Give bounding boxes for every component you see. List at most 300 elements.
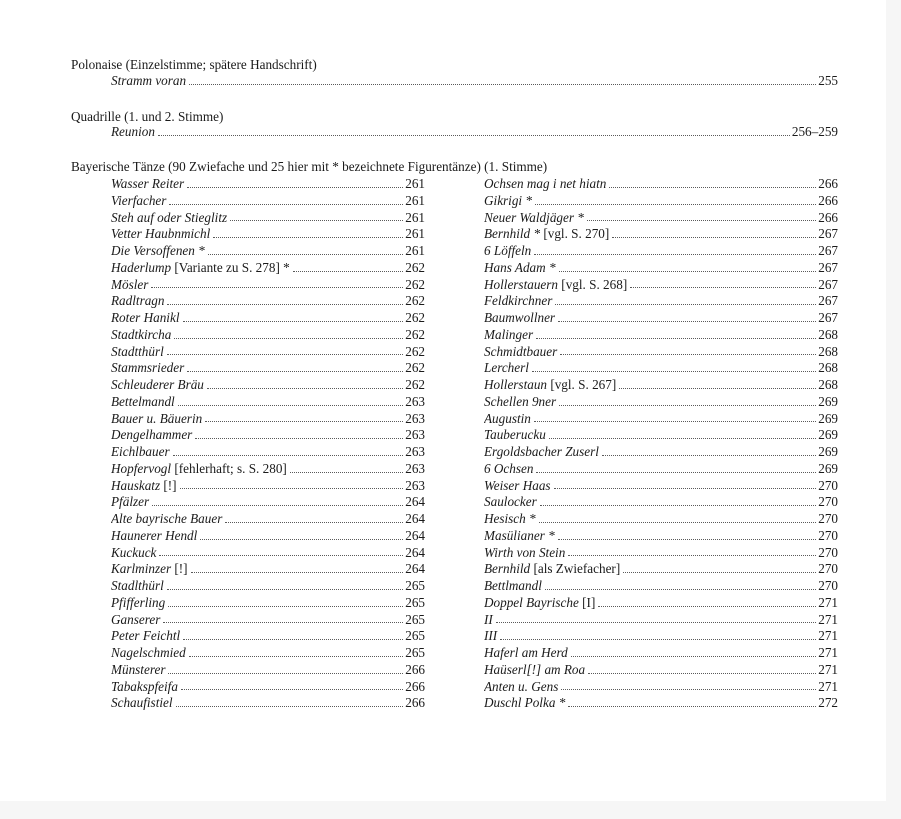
toc-entry-title-text: Ochsen mag i net hiatn <box>484 176 607 191</box>
toc-entry <box>484 360 838 377</box>
toc-entry <box>111 73 838 90</box>
toc-entry-page: 268 <box>818 326 838 342</box>
dot-leader <box>602 455 816 456</box>
dot-leader <box>539 522 817 523</box>
toc-entry-title-text: Tauberucku <box>484 427 546 443</box>
dot-leader <box>568 706 816 707</box>
toc-entry-title-text: Wirth von Stein <box>484 544 566 560</box>
toc-entry <box>111 545 425 562</box>
dot-leader <box>163 622 403 623</box>
dot-leader <box>540 505 816 506</box>
toc-entry-page: 270 <box>818 544 838 560</box>
toc-entry-page: 269 <box>818 444 838 459</box>
toc-entry-page: 262 <box>405 276 425 292</box>
toc-entry-title-text: 6 Löffeln <box>484 243 532 258</box>
toc-entry-title <box>484 695 565 712</box>
toc-entry-title <box>111 511 222 528</box>
toc-entry <box>484 662 838 679</box>
toc-entry <box>111 528 425 545</box>
toc-entry-title-text: Gikrigi * <box>484 192 532 208</box>
dot-leader <box>534 254 816 255</box>
toc-entry-title-text: Reunion <box>111 124 155 139</box>
toc-entry-page: 270 <box>818 511 838 526</box>
toc-entry-page: 270 <box>818 527 838 543</box>
toc-entry <box>484 478 838 495</box>
dot-leader <box>598 606 816 607</box>
dot-leader <box>176 706 404 707</box>
toc-entry-page: 270 <box>818 578 838 593</box>
toc-entry-page: 261 <box>405 209 425 225</box>
toc-entry-title <box>484 210 584 227</box>
toc-entry-page: 263 <box>405 427 425 443</box>
toc-entry-title-text: Peter Feichtl <box>111 628 181 644</box>
toc-entry-title <box>484 528 555 545</box>
toc-entry-page: 262 <box>405 377 425 392</box>
toc-entry-title-text: Stammsrieder <box>111 360 185 376</box>
toc-entry-page: 266 <box>818 176 838 191</box>
toc-entry-title <box>111 612 160 629</box>
toc-entry-note: [vgl. S. 270] <box>540 226 610 242</box>
toc-entry-title-text: Vetter Haubnmichl <box>111 226 211 242</box>
dot-leader <box>183 321 404 322</box>
toc-entry <box>484 427 838 444</box>
toc-entry <box>111 377 425 394</box>
dot-leader <box>536 338 816 339</box>
toc-entry-page: 267 <box>818 243 838 258</box>
dot-leader <box>290 472 403 473</box>
toc-entry-title-text: Bernhild * <box>484 226 541 242</box>
toc-entry-page: 267 <box>818 276 838 292</box>
toc-entry-title <box>484 193 532 210</box>
toc-entry <box>111 444 425 461</box>
toc-entry-title-text: Feldkirchner <box>484 293 553 309</box>
toc-entry-page: 266 <box>818 209 838 225</box>
toc-entry-title-text: Hollerstaun <box>484 377 548 392</box>
toc-entry-page: 266 <box>405 695 425 711</box>
toc-entry-title-text: Haunerer Hendl <box>111 527 198 543</box>
toc-entry-title <box>484 327 533 344</box>
toc-entry-title <box>111 478 177 495</box>
dot-leader <box>173 455 404 456</box>
toc-entry-title-text: Bettelmandl <box>111 393 175 409</box>
dot-leader <box>549 438 816 439</box>
toc-entry-page: 269 <box>818 393 838 409</box>
toc-entry-title <box>111 327 171 344</box>
toc-entry-title-text: Hesisch * <box>484 511 536 526</box>
dot-leader <box>545 589 816 590</box>
toc-entry-page: 270 <box>818 477 838 493</box>
toc-entry-title-text: Roter Hanikl <box>111 310 180 325</box>
toc-entry-note: [als Zwiefacher] <box>530 561 621 577</box>
toc-entry-title-text: Saulocker <box>484 494 537 510</box>
section-heading-polonaise: Polonaise (Einzelstimme; spätere Handschrift) <box>71 57 317 72</box>
toc-entry-page: 261 <box>405 243 425 258</box>
toc-entry <box>484 444 838 461</box>
dot-leader <box>623 572 816 573</box>
toc-entry-title-text: Radltragn <box>111 293 165 309</box>
dot-leader <box>174 338 403 339</box>
toc-entry-title <box>484 243 531 260</box>
dot-leader <box>191 572 404 573</box>
toc-entry-title-text: Lercherl <box>484 360 529 376</box>
toc-entry-title-text: Augustin <box>484 410 531 426</box>
dot-leader <box>587 220 816 221</box>
toc-entry-title-text: II <box>484 611 493 627</box>
toc-entry-page: 262 <box>405 343 425 359</box>
toc-entry-title-text: Schleuderer Bräu <box>111 377 204 392</box>
toc-entry <box>484 310 838 327</box>
dot-leader <box>167 354 403 355</box>
dot-leader <box>612 237 816 238</box>
toc-entry-title-text: Karlminzer <box>111 561 172 577</box>
toc-entry <box>111 695 425 712</box>
toc-entry-title-text: Haferl am Herd <box>484 645 568 660</box>
toc-entry-title-text: Steh auf oder Stieglitz <box>111 209 228 225</box>
toc-entry-title-text: Stadtkircha <box>111 326 172 342</box>
toc-entry <box>111 662 425 679</box>
dot-leader <box>560 354 816 355</box>
toc-entry <box>484 528 838 545</box>
toc-entry <box>111 243 425 260</box>
toc-entry-page: 265 <box>405 645 425 660</box>
toc-entry <box>484 243 838 260</box>
toc-entry <box>111 124 838 141</box>
toc-entry-title-text: Die Versoffenen * <box>111 243 205 258</box>
toc-entry-note: [I] <box>578 594 596 610</box>
dot-leader <box>536 472 816 473</box>
toc-entry-title-text: III <box>484 628 498 644</box>
toc-entry-page: 268 <box>818 377 838 392</box>
toc-entry <box>111 344 425 361</box>
dot-leader <box>293 271 403 272</box>
toc-entry-page: 266 <box>818 192 838 208</box>
toc-entry-title-text: Haderlump <box>111 259 172 275</box>
toc-entry-title <box>484 645 568 662</box>
dot-leader <box>230 220 403 221</box>
toc-entry-title-text: 6 Ochsen <box>484 460 534 476</box>
toc-entry-title-text: Duschl Polka * <box>484 695 566 711</box>
dot-leader <box>151 287 403 288</box>
toc-entry-title-text: Eichlbauer <box>111 444 170 459</box>
dot-leader <box>561 689 816 690</box>
toc-entry <box>484 545 838 562</box>
toc-entry-title <box>484 478 551 495</box>
dot-leader <box>554 488 817 489</box>
page-edge <box>886 0 901 819</box>
toc-entry <box>484 176 838 193</box>
toc-entry-title-text: Stadlthürl <box>111 578 164 593</box>
toc-entry-title-text: Weiser Haas <box>484 477 551 493</box>
toc-entry-title-text: Vierfacher <box>111 192 167 208</box>
toc-entry-title <box>111 695 173 712</box>
toc-entry-title <box>484 494 537 511</box>
toc-entry-title <box>111 628 180 645</box>
toc-entry <box>484 411 838 428</box>
dot-leader <box>167 304 403 305</box>
toc-entry-title-text: Hollerstauern <box>484 276 558 292</box>
toc-entry-title <box>484 260 556 277</box>
toc-entry-title <box>484 411 531 428</box>
toc-entry-page: 264 <box>405 494 425 510</box>
dot-leader <box>178 405 403 406</box>
toc-entry <box>484 394 838 411</box>
toc-entry <box>111 595 425 612</box>
toc-entry-page: 261 <box>405 176 425 191</box>
toc-entry-title-text: Münsterer <box>111 661 166 677</box>
dot-leader <box>532 371 816 372</box>
toc-entry-title-text: Bauer u. Bäuerin <box>111 410 203 426</box>
toc-entry-title-text: Pfälzer <box>111 494 150 510</box>
toc-entry <box>484 645 838 662</box>
toc-entry-title <box>484 293 552 310</box>
toc-entry-title-text: Wasser Reiter <box>111 176 185 191</box>
toc-entry-title <box>484 511 536 528</box>
toc-entry-title <box>111 124 155 141</box>
toc-entry-page: 271 <box>818 678 838 694</box>
toc-entry-title-text: Bernhild <box>484 561 531 577</box>
toc-entry-page: 264 <box>405 544 425 560</box>
toc-entry <box>484 679 838 696</box>
toc-entry-title <box>484 176 606 193</box>
toc-entry <box>484 511 838 528</box>
toc-entry-title <box>111 494 149 511</box>
dot-leader <box>159 555 403 556</box>
dot-leader <box>213 237 403 238</box>
toc-entry-page: 261 <box>405 226 425 242</box>
toc-entry-title <box>111 210 227 227</box>
dot-leader <box>207 388 403 389</box>
dot-leader <box>183 639 403 640</box>
toc-entry-page: 265 <box>405 578 425 593</box>
toc-entry <box>484 595 838 612</box>
toc-entry-page: 271 <box>818 661 838 677</box>
dot-leader <box>630 287 816 288</box>
toc-entry-title <box>111 344 164 361</box>
toc-entry-title-text: Haüserl[!] am Roa <box>484 661 586 677</box>
toc-entry-title-text: Schaufistiel <box>111 695 173 711</box>
dot-leader <box>158 135 790 136</box>
toc-entry-page: 261 <box>405 192 425 208</box>
toc-entry <box>111 394 425 411</box>
toc-entry <box>111 277 425 294</box>
toc-entry-title-text: Bettlmandl <box>484 578 542 593</box>
toc-entry-title <box>484 662 585 679</box>
toc-entry-page: 263 <box>405 393 425 409</box>
toc-entry-page: 263 <box>405 477 425 493</box>
toc-entry-title-text: Dengelhammer <box>111 427 193 443</box>
toc-entry <box>484 210 838 227</box>
toc-entry-title <box>111 595 165 612</box>
toc-entry-note: [vgl. S. 268] <box>558 276 628 292</box>
toc-entry <box>484 293 838 310</box>
toc-entry-title <box>484 427 546 444</box>
dot-leader <box>558 539 817 540</box>
toc-entry-title <box>484 545 565 562</box>
toc-entry-page: 255 <box>818 73 838 88</box>
dot-leader <box>200 539 403 540</box>
toc-entry-title-text: Kuckuck <box>111 544 157 560</box>
toc-entry-title <box>484 344 557 361</box>
toc-entry <box>111 260 425 277</box>
toc-entry <box>111 561 425 578</box>
toc-entry-title-text: Stramm voran <box>111 73 187 88</box>
toc-entry <box>111 176 425 193</box>
toc-entry-page: 271 <box>818 645 838 660</box>
toc-entry-title <box>111 193 166 210</box>
toc-entry-note: [Variante zu S. 278] * <box>171 259 290 275</box>
toc-entry <box>111 628 425 645</box>
toc-entry-title <box>484 360 529 377</box>
dot-leader <box>187 371 403 372</box>
dot-leader <box>558 321 816 322</box>
dot-leader <box>208 254 403 255</box>
toc-entry-note: [!] <box>160 477 177 493</box>
page-bottom-edge <box>0 801 886 819</box>
toc-entry-title-text: Hans Adam * <box>484 259 556 275</box>
toc-entry-title <box>484 277 627 294</box>
toc-entry <box>484 344 838 361</box>
toc-entry-title <box>484 561 620 578</box>
toc-entry-note: [vgl. S. 267] <box>547 377 617 392</box>
dot-leader <box>167 589 403 590</box>
toc-entry-title-text: Schmidtbauer <box>484 343 558 359</box>
toc-entry-title <box>484 226 609 243</box>
toc-entry-page: 264 <box>405 511 425 526</box>
dot-leader <box>180 488 404 489</box>
toc-entry-title-text: Baumwollner <box>484 310 556 325</box>
toc-entry-title-text: Masülianer * <box>484 527 555 543</box>
toc-entry-title <box>111 545 156 562</box>
toc-entry-page: 266 <box>405 678 425 694</box>
toc-entry-title <box>111 679 178 696</box>
toc-entry-title-text: Mösler <box>111 276 149 292</box>
toc-entry-title <box>484 444 599 461</box>
toc-entry-title <box>111 461 287 478</box>
toc-entry <box>484 327 838 344</box>
toc-entry-page: 271 <box>818 594 838 610</box>
toc-entry-title <box>111 662 165 679</box>
dot-leader <box>535 204 816 205</box>
toc-entry <box>111 210 425 227</box>
toc-entry <box>111 360 425 377</box>
toc-entry-title-text: Ergoldsbacher Zuserl <box>484 444 599 459</box>
dot-leader <box>534 421 816 422</box>
toc-entry-title <box>484 595 595 612</box>
toc-entry <box>111 511 425 528</box>
toc-entry-title <box>111 176 184 193</box>
dot-leader <box>168 606 403 607</box>
dot-leader <box>189 656 404 657</box>
toc-entry <box>484 612 838 629</box>
toc-entry-page: 264 <box>405 561 425 577</box>
toc-entry <box>111 293 425 310</box>
toc-entry-title <box>111 377 204 394</box>
toc-entry <box>111 645 425 662</box>
dot-leader <box>205 421 403 422</box>
dot-leader <box>225 522 403 523</box>
toc-entry <box>484 494 838 511</box>
toc-entry-page: 265 <box>405 611 425 627</box>
toc-entry-title <box>111 226 210 243</box>
toc-entry-page: 263 <box>405 410 425 426</box>
toc-entry <box>484 377 838 394</box>
toc-entry-title-text: Stadtthürl <box>111 343 164 359</box>
dot-leader <box>609 187 816 188</box>
toc-entry-title-text: Pfifferling <box>111 594 166 610</box>
toc-entry-title-text: Hauskatz <box>111 477 161 493</box>
toc-entry-page: 267 <box>818 259 838 275</box>
toc-entry-title <box>484 377 616 394</box>
dot-leader <box>571 656 816 657</box>
toc-entry-page: 268 <box>818 343 838 359</box>
toc-entry <box>111 327 425 344</box>
toc-entry-title <box>111 73 186 90</box>
toc-entry-page: 262 <box>405 310 425 325</box>
toc-entry <box>484 260 838 277</box>
dot-leader <box>169 204 403 205</box>
toc-entry-title <box>111 277 148 294</box>
toc-entry-title <box>111 411 202 428</box>
dot-leader <box>619 388 816 389</box>
toc-entry-title-text: Ganserer <box>111 611 161 627</box>
toc-entry <box>484 561 838 578</box>
toc-entry <box>111 612 425 629</box>
dot-leader <box>168 673 403 674</box>
dot-leader <box>500 639 816 640</box>
toc-entry <box>111 478 425 495</box>
toc-entry <box>484 193 838 210</box>
toc-entry-title <box>484 310 555 327</box>
section-heading-quadrille: Quadrille (1. und 2. Stimme) <box>71 109 224 124</box>
toc-entry <box>111 310 425 327</box>
toc-entry-page: 268 <box>818 360 838 376</box>
toc-entry-page: 262 <box>405 259 425 275</box>
dot-leader <box>588 673 816 674</box>
toc-entry-page: 270 <box>818 494 838 510</box>
toc-entry-page: 272 <box>818 695 838 711</box>
toc-entry-page: 263 <box>405 460 425 476</box>
toc-entry-page: 262 <box>405 360 425 376</box>
dot-leader <box>187 187 403 188</box>
toc-entry-title <box>484 461 533 478</box>
toc-entry <box>111 578 425 595</box>
toc-entry-title <box>111 528 197 545</box>
toc-entry-title-text: Schellen 9ner <box>484 393 557 409</box>
toc-entry-title <box>111 360 184 377</box>
toc-entry <box>111 461 425 478</box>
toc-entry-page: 267 <box>818 310 838 325</box>
dot-leader <box>181 689 403 690</box>
dot-leader <box>195 438 403 439</box>
toc-entry-page: 266 <box>405 661 425 677</box>
toc-entry-title-text: Nagelschmied <box>111 645 186 660</box>
dot-leader <box>189 84 816 85</box>
toc-entry-page: 264 <box>405 527 425 543</box>
toc-entry-page: 271 <box>818 611 838 627</box>
toc-entry-title <box>111 444 170 461</box>
toc-entry-note: [!] <box>171 561 188 577</box>
toc-entry-title <box>484 578 542 595</box>
toc-entry-title <box>111 561 188 578</box>
toc-entry-title-text: Hopfervogl <box>111 460 172 476</box>
toc-entry <box>111 193 425 210</box>
toc-entry-title <box>111 243 205 260</box>
dot-leader <box>555 304 816 305</box>
toc-entry-title-text: Anten u. Gens <box>484 678 559 694</box>
toc-entry-page: 269 <box>818 427 838 443</box>
toc-entry <box>484 277 838 294</box>
toc-entry-page: 263 <box>405 444 425 459</box>
